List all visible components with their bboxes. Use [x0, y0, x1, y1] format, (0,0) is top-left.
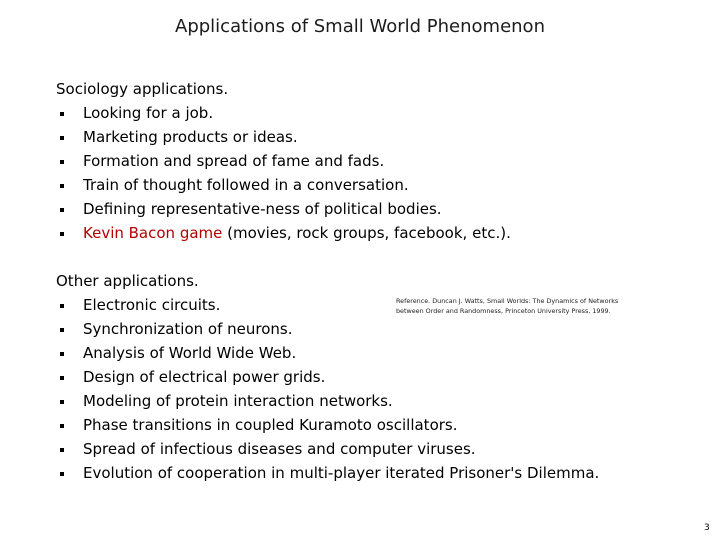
list-item-text: Spread of infectious diseases and computer viruses. — [83, 440, 476, 458]
bullet-icon — [60, 472, 64, 476]
list-item-text: (movies, rock groups, facebook, etc.). — [222, 224, 511, 242]
bullet-icon — [60, 304, 64, 308]
bullet-icon — [60, 376, 64, 380]
list-item — [56, 173, 511, 197]
list-item — [56, 197, 511, 221]
sociology-heading: Sociology applications. — [56, 80, 229, 98]
list-item-text: Train of thought followed in a conversation. — [83, 176, 409, 194]
bullet-icon — [60, 400, 64, 404]
list-item — [56, 413, 599, 437]
bullet-icon — [60, 352, 64, 356]
list-item-text: Design of electrical power grids. — [83, 368, 326, 386]
list-item — [56, 317, 599, 341]
reference-note — [396, 296, 686, 316]
reference-line-2: between Order and Randomness, Princeton University Press, 1999. — [396, 307, 611, 315]
list-item-text: Electronic circuits. — [83, 296, 221, 314]
list-item — [56, 437, 599, 461]
list-item — [56, 125, 511, 149]
bullet-icon — [60, 448, 64, 452]
bullet-icon — [60, 232, 64, 236]
other-heading: Other applications. — [56, 272, 199, 290]
sociology-list — [56, 101, 511, 245]
bullet-icon — [60, 184, 64, 188]
page-number: 3 — [704, 523, 710, 533]
list-item — [56, 365, 599, 389]
bullet-icon — [60, 136, 64, 140]
list-item-text: Defining representative-ness of political bodies. — [83, 200, 442, 218]
bullet-icon — [60, 424, 64, 428]
list-item-text: Evolution of cooperation in multi-player iterated Prisoner's Dilemma. — [83, 464, 600, 482]
kevin-bacon-game-text: Kevin Bacon game — [83, 224, 223, 242]
list-item — [56, 461, 599, 485]
list-item-text: Synchronization of neurons. — [83, 320, 293, 338]
list-item-text: Modeling of protein interaction networks. — [83, 392, 393, 410]
list-item-text: Looking for a job. — [83, 104, 214, 122]
bullet-icon — [60, 112, 64, 116]
other-list — [56, 293, 599, 485]
list-item — [56, 101, 511, 125]
bullet-icon — [60, 160, 64, 164]
bullet-icon — [60, 328, 64, 332]
list-item — [56, 149, 511, 173]
reference-line-1: Reference. Duncan J. Watts, Small Worlds: The Dynamics of Networks — [396, 297, 619, 305]
list-item-text: Formation and spread of fame and fads. — [83, 152, 385, 170]
list-item — [56, 221, 511, 245]
list-item-text: Marketing products or ideas. — [83, 128, 298, 146]
slide-title: Applications of Small World Phenomenon — [175, 16, 545, 37]
list-item-text: Analysis of World Wide Web. — [83, 344, 297, 362]
list-item — [56, 389, 599, 413]
list-item — [56, 341, 599, 365]
bullet-icon — [60, 208, 64, 212]
list-item-text: Phase transitions in coupled Kuramoto oscillators. — [83, 416, 458, 434]
